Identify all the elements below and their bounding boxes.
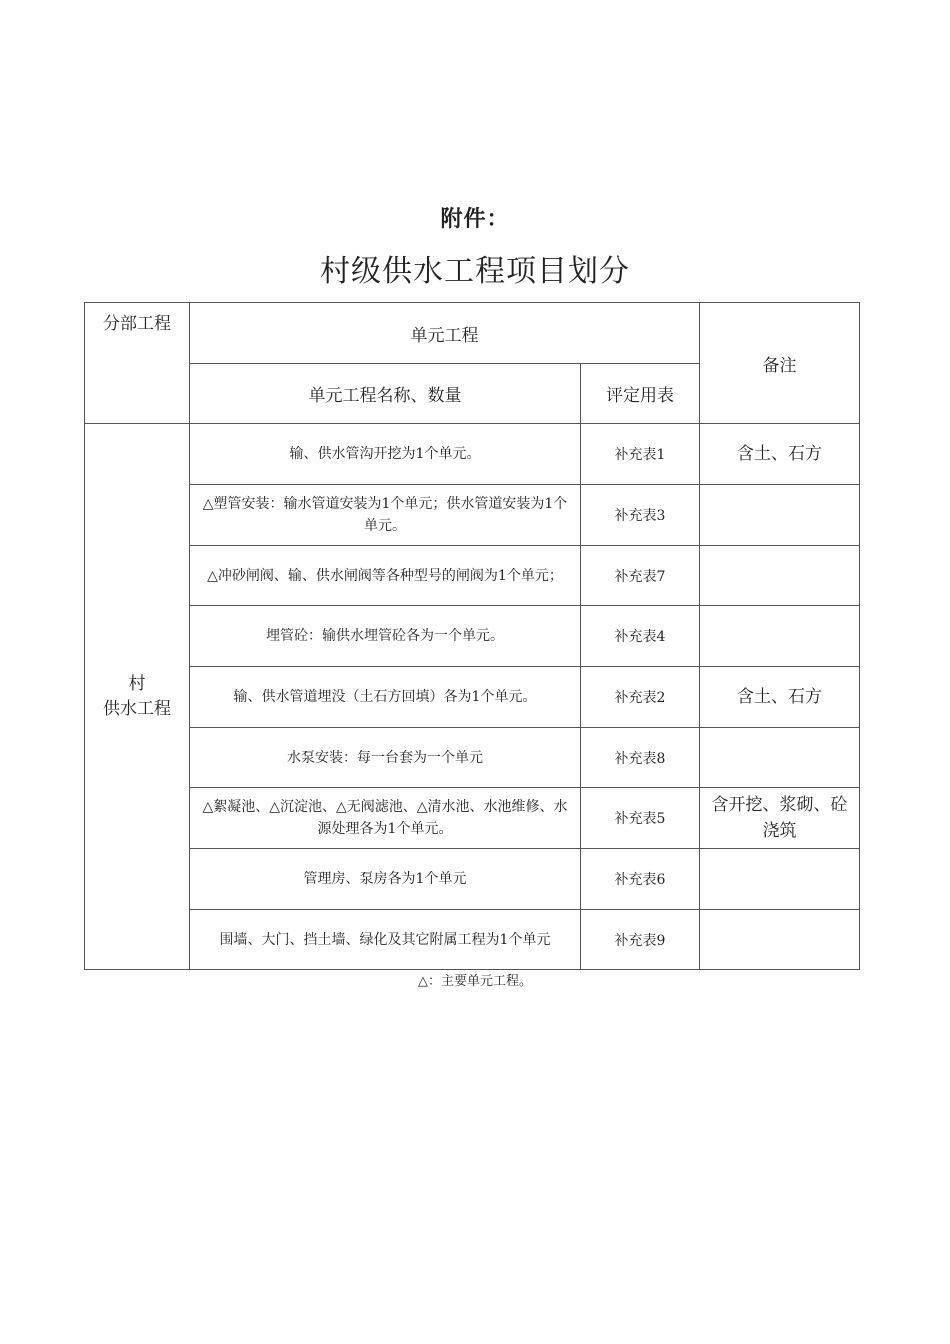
- eval-form-cell: 补充表6: [581, 849, 700, 910]
- header-unit-name-qty: 单元工程名称、数量: [190, 364, 581, 424]
- attachment-label: 附件：: [440, 207, 510, 232]
- unit-name-cell: 输、供水管道埋没（土石方回填）各为1个单元。: [190, 667, 581, 728]
- division-cell: [85, 424, 190, 970]
- unit-name-cell: △冲砂闸阀、输、供水闸阀等各种型号的闸阀为1个单元；: [190, 546, 581, 606]
- remark-cell: 含土、石方: [700, 667, 860, 728]
- eval-form-cell: 补充表2: [581, 667, 700, 728]
- header-division: 分部工程: [85, 303, 190, 424]
- table-row: [85, 546, 860, 606]
- eval-form-cell: 补充表9: [581, 910, 700, 970]
- document-title: 村级供水工程项目划分: [320, 254, 630, 289]
- remark-cell: 含土、石方: [700, 424, 860, 485]
- unit-name-cell: 围墙、大门、挡土墙、绿化及其它附属工程为1个单元: [190, 910, 581, 970]
- remark-cell: [700, 485, 860, 546]
- remark-cell: [700, 546, 860, 606]
- unit-name-cell: 管理房、泵房各为1个单元: [190, 849, 581, 910]
- table-row: [85, 667, 860, 728]
- table-row: [85, 424, 860, 485]
- remark-cell: 含开挖、浆砌、砼浇筑: [700, 788, 860, 849]
- project-division-table: [84, 302, 860, 970]
- unit-name-cell: 输、供水管沟开挖为1个单元。: [190, 424, 581, 485]
- header-remarks: 备注: [700, 303, 860, 424]
- remark-cell: [700, 910, 860, 970]
- remark-cell: [700, 606, 860, 667]
- remark-cell: [700, 849, 860, 910]
- division-line-2: 供水工程: [103, 698, 171, 719]
- table-row: [85, 485, 860, 546]
- eval-form-cell: 补充表1: [581, 424, 700, 485]
- eval-form-cell: 补充表8: [581, 728, 700, 788]
- unit-name-cell: △塑管安装：输水管道安装为1个单元；供水管道安装为1个单元。: [190, 485, 581, 546]
- table-row: [85, 788, 860, 849]
- remark-cell: [700, 728, 860, 788]
- eval-form-cell: 补充表7: [581, 546, 700, 606]
- unit-name-cell: 埋管砼：输供水埋管砼各为一个单元。: [190, 606, 581, 667]
- eval-form-cell: 补充表5: [581, 788, 700, 849]
- division-line-1: 村: [128, 673, 146, 694]
- table-row: [85, 728, 860, 788]
- footnote: △：主要单元工程。: [418, 974, 532, 989]
- eval-form-cell: 补充表3: [581, 485, 700, 546]
- header-eval-form: 评定用表: [581, 364, 700, 424]
- eval-form-cell: 补充表4: [581, 606, 700, 667]
- header-row-1: [85, 303, 860, 364]
- unit-name-cell: 水泵安装：每一台套为一个单元: [190, 728, 581, 788]
- table-row: [85, 606, 860, 667]
- table-row: [85, 910, 860, 970]
- header-unit: 单元工程: [190, 303, 700, 364]
- table-row: [85, 849, 860, 910]
- unit-name-cell: △絮凝池、△沉淀池、△无阀滤池、△清水池、水池维修、水源处理各为1个单元。: [190, 788, 581, 849]
